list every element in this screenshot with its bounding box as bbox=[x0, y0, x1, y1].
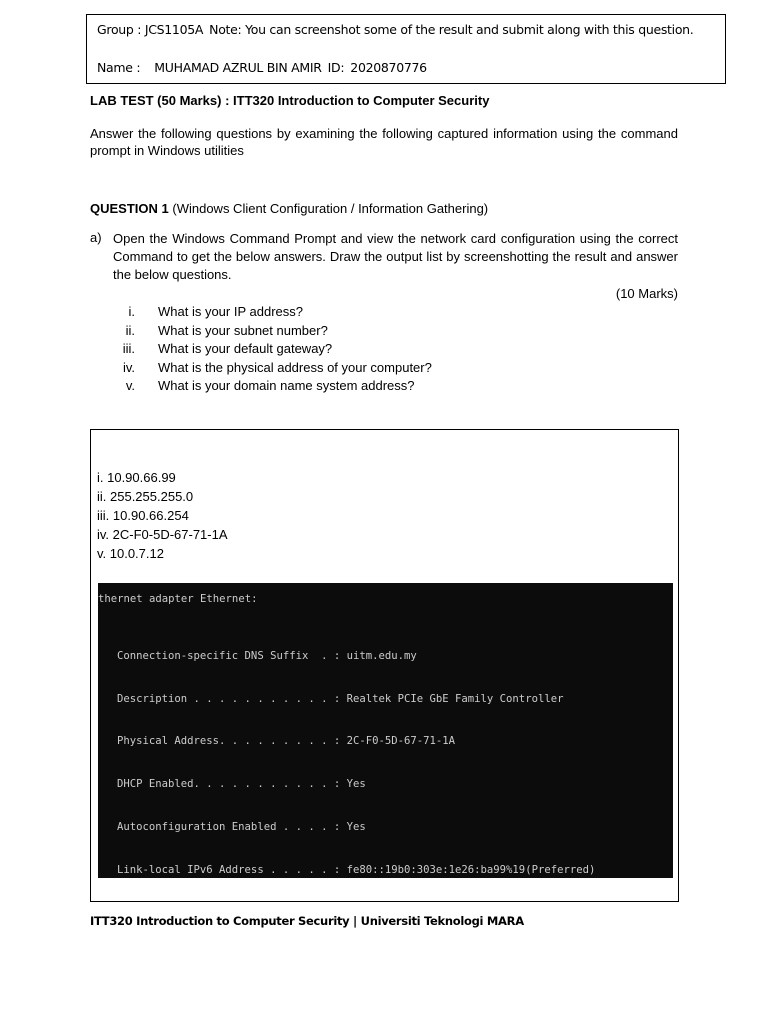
terminal-line: Autoconfiguration Enabled . . . . : Yes bbox=[117, 821, 366, 834]
terminal-output bbox=[117, 620, 608, 878]
ipconfig-screenshot bbox=[98, 583, 673, 878]
answer-line: iii. 10.90.66.254 bbox=[97, 508, 189, 523]
answer-list bbox=[97, 468, 228, 563]
sub-question-text: What is your domain name system address? bbox=[158, 378, 415, 393]
id-label: ID: bbox=[327, 60, 345, 75]
answer-line: iv. 2C-F0-5D-67-71-1A bbox=[97, 527, 228, 542]
student-info-box bbox=[86, 14, 726, 84]
terminal-line: DHCP Enabled. . . . . . . . . . . : Yes bbox=[117, 778, 366, 791]
marks-label: (10 Marks) bbox=[615, 286, 678, 301]
answer-box bbox=[90, 429, 679, 902]
sub-question-number: ii. bbox=[125, 322, 135, 338]
terminal-line: Description . . . . . . . . . . . : Realtek PCIe GbE Family Controller bbox=[117, 692, 564, 705]
sub-question-number: iii. bbox=[122, 341, 135, 356]
lab-test-title: LAB TEST (50 Marks) : ITT320 Introduction to Computer Security bbox=[90, 93, 490, 108]
answer-line: i. 10.90.66.99 bbox=[97, 470, 176, 485]
terminal-line: Physical Address. . . . . . . . . : 2C-F0-5D-67-71-1A bbox=[117, 735, 456, 748]
terminal-line: Link-local IPv6 Address . . . . . : fe80::19b0:303e:1e26:ba99%19(Preferred) bbox=[117, 864, 596, 877]
student-id: 2020870776 bbox=[350, 60, 427, 75]
name-line bbox=[97, 60, 427, 75]
part-a-text: Open the Windows Command Prompt and view the network card configuration using the correct Command to get the below answers. Draw the output list by screenshotting the result and answer the below questions. bbox=[113, 231, 678, 282]
name-label: Name : bbox=[97, 60, 141, 75]
submission-note: Note: You can screenshot some of the result and submit along with this question. bbox=[209, 22, 694, 37]
terminal-heading: thernet adapter Ethernet: bbox=[98, 593, 258, 605]
sub-question-text: What is your IP address? bbox=[158, 304, 303, 319]
sub-question-number: iv. bbox=[122, 359, 135, 375]
group-line bbox=[97, 22, 693, 37]
terminal-line: Connection-specific DNS Suffix . : uitm.edu.my bbox=[117, 649, 417, 662]
answer-line: ii. 255.255.255.0 bbox=[97, 489, 194, 504]
answer-line: v. 10.0.7.12 bbox=[97, 546, 164, 561]
sub-question-number: i. bbox=[128, 304, 135, 319]
sub-question-text: What is your default gateway? bbox=[158, 341, 333, 356]
student-name: MUHAMAD AZRUL BIN AMIR bbox=[154, 60, 322, 75]
sub-question-text: What is your subnet number? bbox=[158, 322, 328, 338]
page-footer: ITT320 Introduction to Computer Security | Universiti Teknologi MARA bbox=[90, 914, 524, 928]
group-label: Group : JCS1105A bbox=[97, 22, 204, 37]
question-1-label: QUESTION 1 bbox=[90, 201, 169, 216]
part-a-letter: a) bbox=[90, 230, 102, 245]
sub-question-text: What is the physical address of your computer? bbox=[158, 359, 432, 375]
question-1-heading bbox=[90, 201, 488, 216]
instructions-paragraph: Answer the following questions by examining the following captured information using the command prompt in Windows utilities bbox=[90, 126, 678, 158]
sub-question-number: v. bbox=[125, 378, 135, 393]
question-1-topic: (Windows Client Configuration / Information Gathering) bbox=[172, 201, 489, 216]
